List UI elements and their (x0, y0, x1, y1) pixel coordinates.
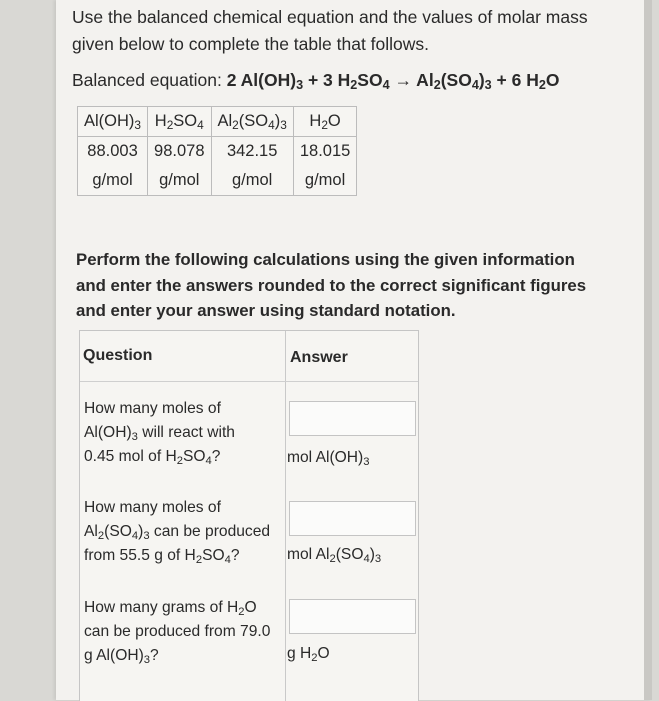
header-h2o: $H_2O$ (293, 107, 356, 137)
molar-value: 18.015 (293, 137, 356, 167)
row-divider (80, 381, 418, 382)
molar-unit: g/mol (148, 166, 211, 196)
molar-unit: g/mol (211, 166, 293, 196)
answer-input-3[interactable] (289, 599, 416, 634)
answer-unit-1: mol $Al(OH)_3$ (287, 449, 370, 468)
header-aloh3: $Al(OH)_3$ (78, 107, 148, 137)
molar-table-units-row (78, 166, 357, 196)
question-1: How many moles of $Al(OH)_3$ will react with 0.45 mol of $H_2SO_4$? (84, 400, 235, 467)
molar-value: 88.003 (78, 137, 148, 167)
molar-mass-table (77, 106, 357, 196)
molar-unit: g/mol (293, 166, 356, 196)
question-answer-table (79, 330, 419, 701)
answer-input-2[interactable] (289, 501, 416, 536)
molar-table-header-row (78, 107, 357, 137)
molar-value: 98.078 (148, 137, 211, 167)
question-3: How many grams of $H_2O$ can be produced from 79.0 g $Al(OH)_3$? (84, 599, 271, 666)
question-2: How many moles of $Al_2(SO_4)_3$ can be produced from 55.5 g of $H_2SO_4$? (84, 499, 271, 566)
answer-unit-3: g $H_2O$ (287, 645, 330, 664)
molar-unit: g/mol (78, 166, 148, 196)
instruction-line-2: given below to complete the table that follows. (72, 34, 430, 54)
column-divider (285, 331, 286, 701)
molar-table-values-row (78, 137, 357, 167)
instruction-line-1: Use the balanced chemical equation and the values of molar mass (72, 7, 588, 27)
answer-unit-2: mol $Al_2(SO_4)_3$ (287, 546, 382, 565)
molar-value: 342.15 (211, 137, 293, 167)
answer-input-1[interactable] (289, 401, 416, 436)
answer-header: Answer (290, 349, 348, 366)
question-header: Question (83, 347, 153, 364)
perform-instructions: Perform the following calculations using the given information and enter the answers rounded to the correct significant figures and enter your answer using standard notation. (76, 250, 587, 320)
worksheet-page (56, 0, 652, 700)
balanced-equation: Balanced equation: 2 $Al(OH)_3 + 3$ $H_2SO_4 \to Al_2(SO_4)_3 + 6$ $H_2O$ (72, 70, 560, 93)
header-al2so43: $Al_2(SO_4)_3$ (211, 107, 293, 137)
page-edge (644, 0, 652, 700)
header-h2so4: $H_2SO_4$ (148, 107, 211, 137)
